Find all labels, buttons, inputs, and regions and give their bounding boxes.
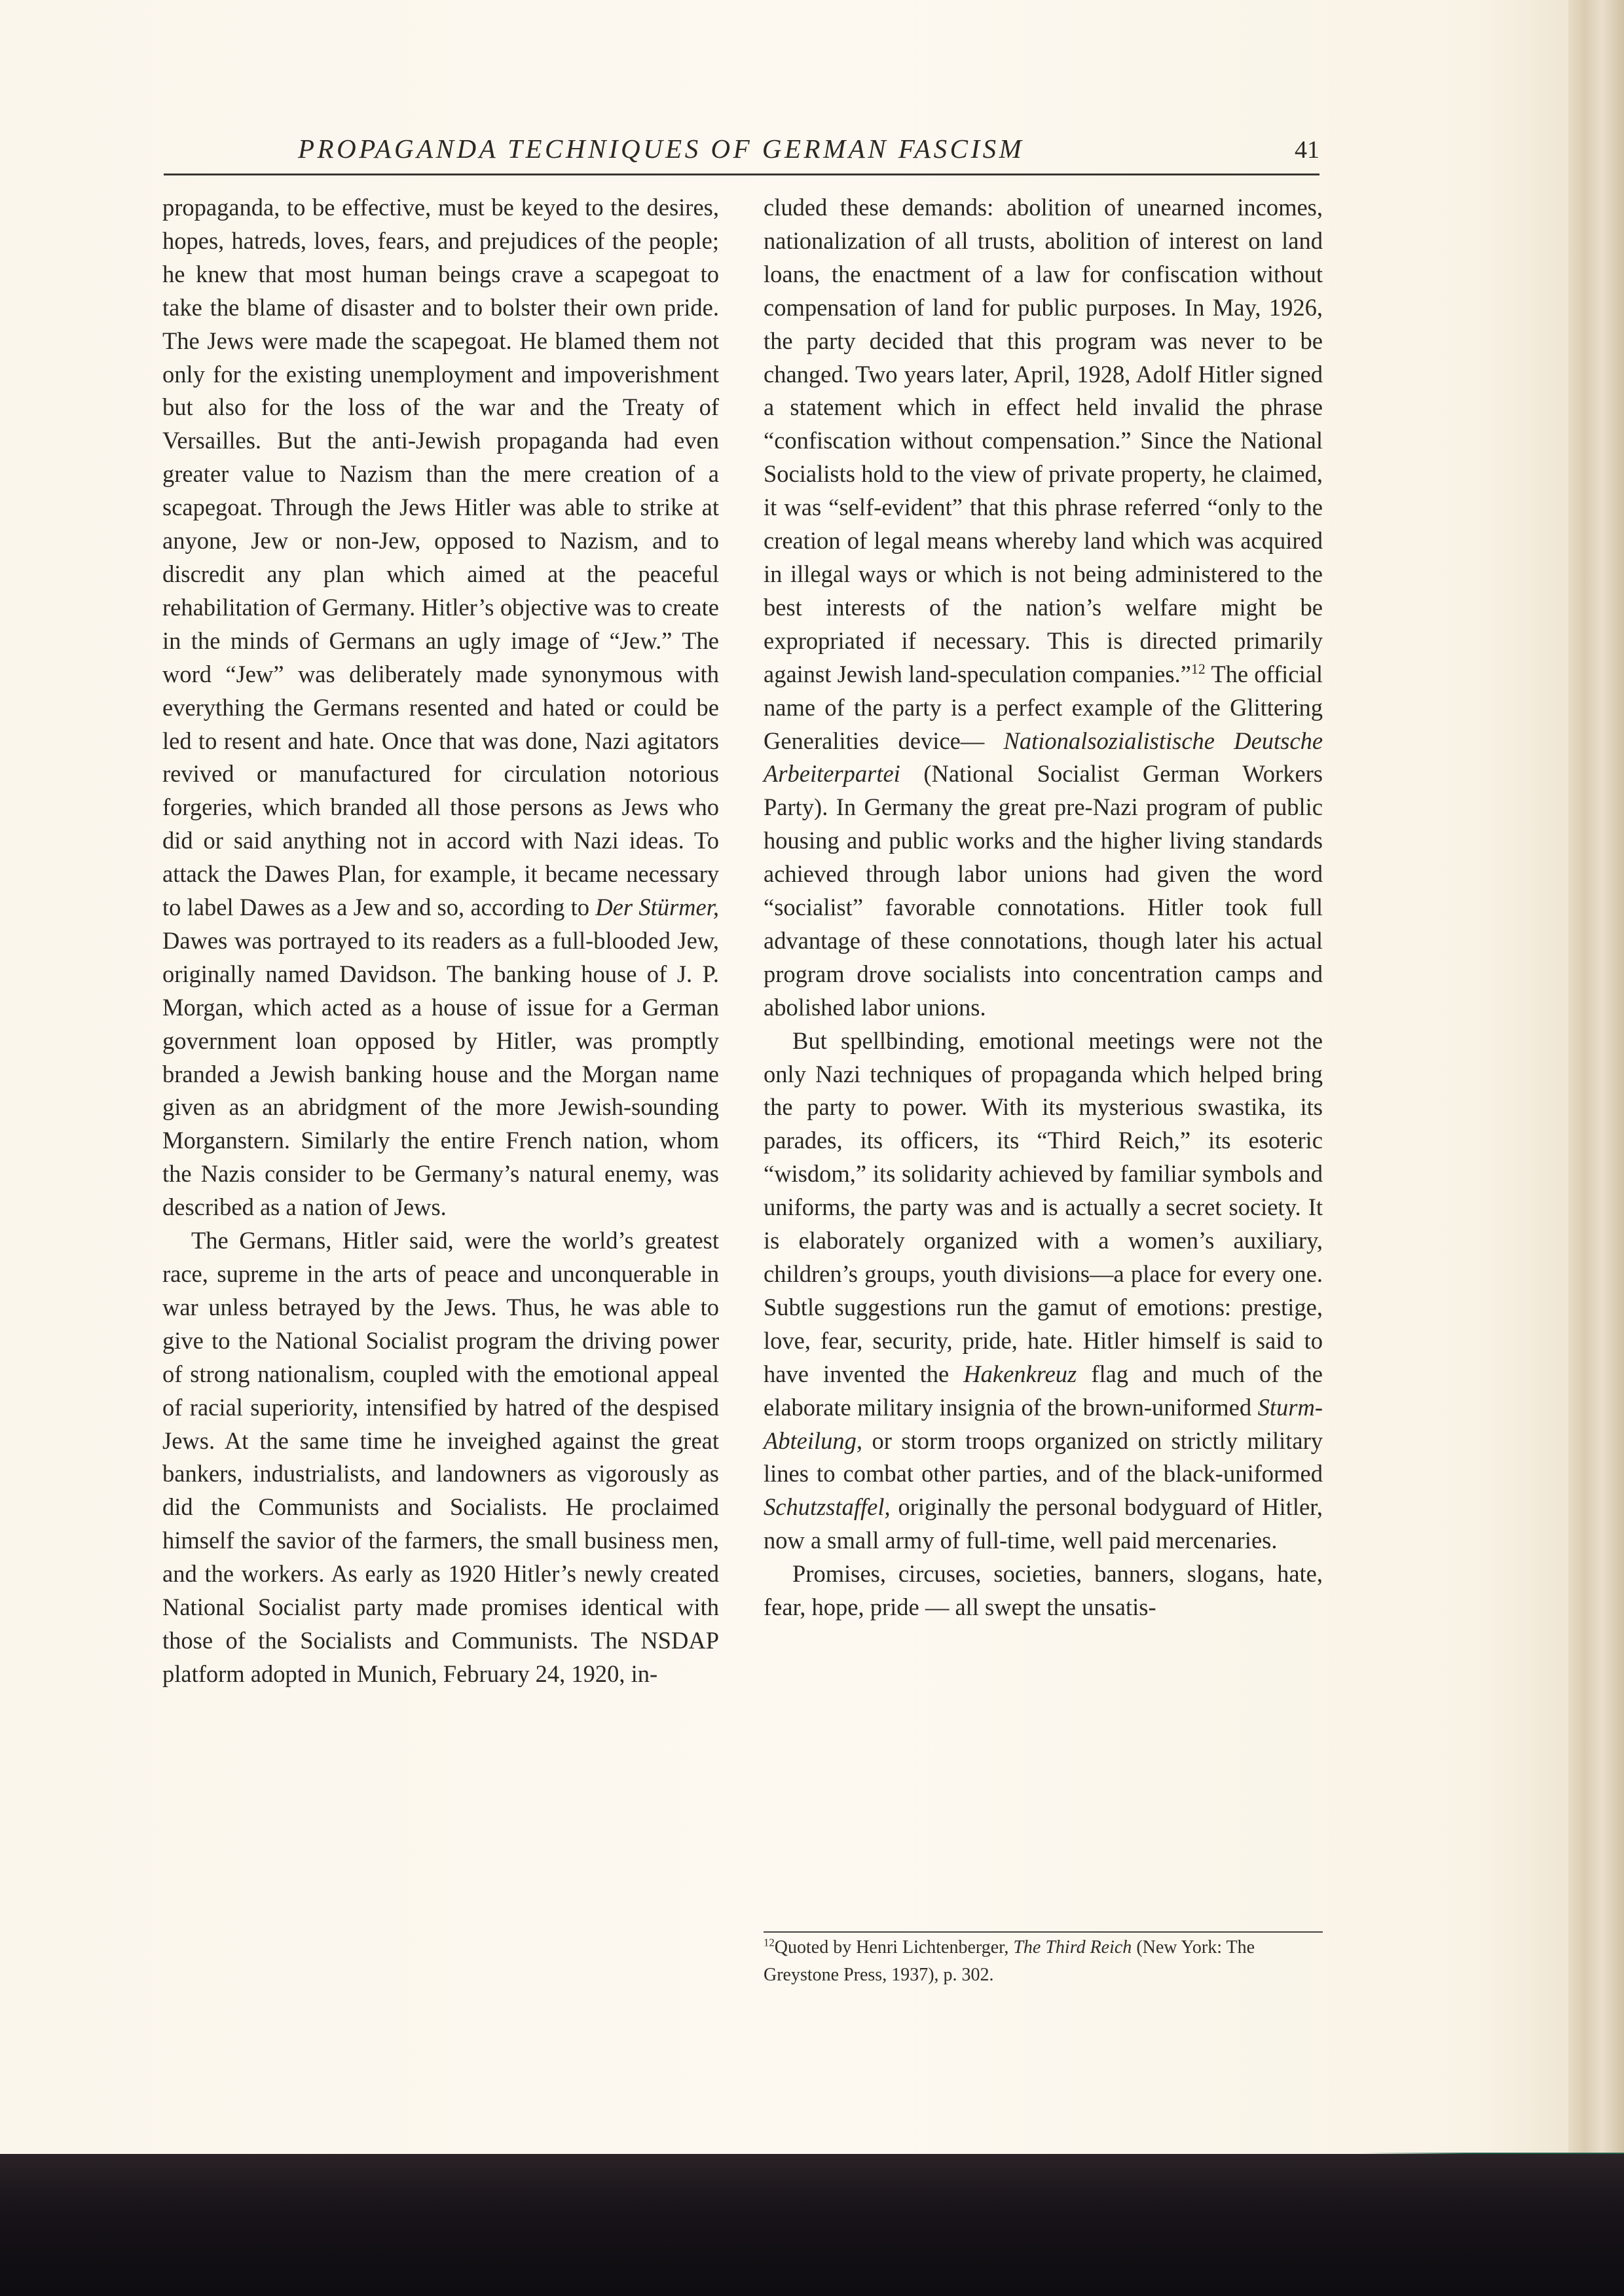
paragraph: cluded these demands: abolition of unearned incomes, nationalization of all trusts, abolition of interest on land loans, the enactment of a law for confiscation without compensation of land for public purposes. In May, 1926, the party decided that this program was never to be changed. Two years later, April, 1928, Adolf Hitler signed a statement which in effect held invalid the phrase “confiscation without compensation.” Since the National Socialists hold to the view of private property, he claimed, it was “self-evident” that this phrase referred “only to the creation of legal means whereby land which was acquired in illegal ways or which is not being administered to the best interests of the nation’s welfare might be expropriated if necessary. This is directed primarily against Jewish land-speculation companies.”$^{12}$ The official name of the party is a perfect example of the Glittering Generalities device— Nationalsozialistische Deutsche Arbeiterpartei (National Socialist German Workers Party). In Germany the great pre-Nazi program of public housing and public works and the higher living standards achieved through labor unions had given the word “socialist” favorable connotations. Hitler took full advantage of these connotations, though later his actual program drove socialists into concentration camps and abolished labor unions. bbox=[764, 194, 1323, 1021]
footnote-mark: 12 bbox=[764, 1936, 775, 1949]
italic-book-title: The Third Reich bbox=[1013, 1937, 1132, 1958]
paragraph: Promises, circuses, societies, banners, slogans, hate, fear, hope, pride — all swept the unsatis- bbox=[764, 1560, 1323, 1621]
page-number: 41 bbox=[1295, 136, 1320, 164]
page-binding-edge bbox=[1568, 0, 1624, 2160]
italic-title: Der Stürmer, bbox=[595, 894, 720, 921]
footnote-reference: 12 bbox=[1190, 660, 1206, 677]
italic-term: Sturm-Abteilung, bbox=[764, 1393, 1323, 1454]
italic-term: Schutzstaffel, bbox=[764, 1493, 891, 1521]
right-column bbox=[764, 191, 1323, 1624]
paragraph: The Germans, Hitler said, were the world’s greatest race, supreme in the arts of peace and unconquerable in war unless betrayed by the Jews. Thus, he was able to give to the National Socialist program the driving power of strong nationalism, coupled with the emotional appeal of racial superiority, intensified by hatred of the despised Jews. At the same time he inveighed against the great bankers, industrialists, and landowners as vigorously as did the Communists and Socialists. He proclaimed himself the savior of the farmers, the small business men, and the workers. As early as 1920 Hitler’s newly created National Socialist party made promises identical with those of the Socialists and Communists. The NSDAP platform adopted in Munich, February 24, 1920, in- bbox=[162, 1227, 719, 1687]
running-title: PROPAGANDA TECHNIQUES OF GERMAN FASCISM bbox=[298, 134, 1025, 164]
footnote-divider bbox=[764, 1931, 1323, 1933]
footnote: $^{12}$Quoted by Henri Lichtenberger, The Third Reich (New York: The Greystone Press, 1937), p. 302. bbox=[764, 1936, 1255, 1985]
italic-party-name: Nationalsozialistische Deutsche Arbeiterpartei bbox=[764, 727, 1323, 788]
paragraph: propaganda, to be effective, must be keyed to the desires, hopes, hatreds, loves, fears, and prejudices of the people; he knew that most human beings crave a scapegoat to take the blame of disaster and to bolster their own pride. The Jews were made the scapegoat. He blamed them not only for the existing unemployment and impoverishment but also for the loss of the war and the Treaty of Versailles. But the anti-Jewish propaganda had even greater value to Nazism than the mere creation of a scapegoat. Through the Jews Hitler was able to strike at anyone, Jew or non-Jew, opposed to Nazism, and to discredit any plan which aimed at the peaceful rehabilitation of Germany. Hitler’s objective was to create in the minds of Germans an ugly image of “Jew.” The word “Jew” was deliberately made synonymous with everything the Germans resented and hated or could be led to resent and hate. Once that was done, Nazi agitators revived or manufactured for circulation notorious forgeries, which branded all those persons as Jews who did or said anything not in accord with Nazi ideas. To attack the Dawes Plan, for example, it became necessary to label Dawes as a Jew and so, according to Der Stürmer, Dawes was portrayed to its readers as a full-blooded Jew, originally named Davidson. The banking house of J. P. Morgan, which acted as a house of issue for a German government loan opposed by Hitler, was promptly branded a Jewish banking house and the Morgan name given as an abridgment of the more Jewish-sounding Morganstern. Similarly the entire French nation, whom the Nazis consider to be Germany’s natural enemy, was described as a nation of Jews. bbox=[162, 194, 720, 1221]
paragraph: But spellbinding, emotional meetings were not the only Nazi techniques of propaganda which helped bring the party to power. With its mysterious swastika, its parades, its officers, its “Third Reich,” its esoteric “wisdom,” its solidarity achieved by familiar symbols and uniforms, the party was and is actually a secret society. It is elaborately organized with a women’s auxiliary, children’s groups, youth divisions—a place for every one. Subtle suggestions run the gamut of emotions: prestige, love, fear, security, pride, hate. Hitler himself is said to have invented the Hakenkreuz flag and much of the elaborate military insignia of the brown-uniformed Sturm-Abteilung, or storm troops organized on strictly military lines to combat other parties, and of the black-uniformed Schutzstaffel, originally the personal bodyguard of Hitler, now a small army of full-time, well paid mercenaries. bbox=[764, 1027, 1323, 1554]
scan-background bbox=[0, 2154, 1624, 2296]
left-column bbox=[162, 191, 719, 1691]
italic-term: Hakenkreuz bbox=[963, 1360, 1077, 1387]
running-header bbox=[164, 133, 1320, 175]
